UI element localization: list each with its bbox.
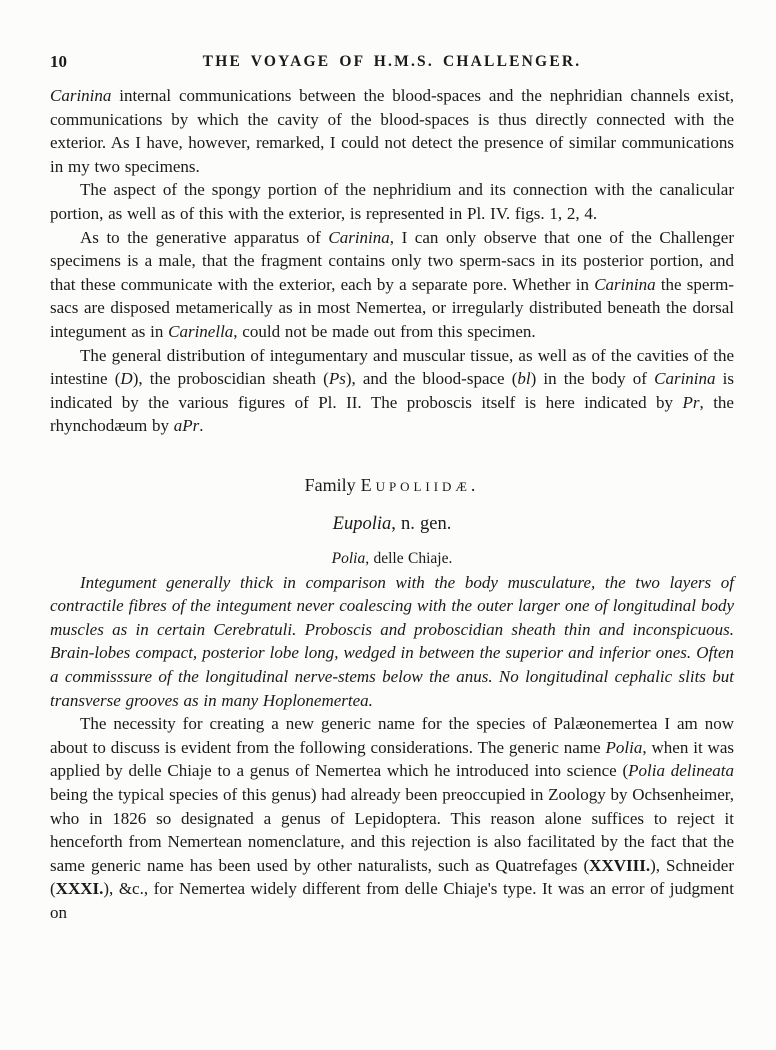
- text-segment-italic: aPr: [173, 416, 200, 436]
- page-body: [50, 84, 734, 925]
- text-segment-smallcaps: Eupoliidæ.: [360, 474, 480, 495]
- text-segment-italic: Polia delineata: [628, 761, 734, 781]
- text-segment-italic: Eupolia: [332, 513, 392, 534]
- paragraph-tissue-distribution: The general distribution of integumentary and muscular tissue, as well as of the cavities of the intestine (D), the proboscidian sheath (Ps), and the blood-space (bl) in the body of Carinina is indicated by the various figures of Pl. II. The proboscis itself is here indicated by Pr, the rhynchodæum by aPr.: [50, 345, 734, 436]
- text-segment-italic: Carinina: [594, 274, 656, 294]
- paragraph-generic-name-necessity: The necessity for creating a new generic name for the species of Palæonemertea I am now about to discuss is evident from the following considerations. The generic name Polia, when it was applied by delle Chiaje to a genus of Nemertea which he introduced into science (Polia delineata being the typical species of this genus) had already been preoccupied in Zoology by Ochsenheimer, who in 1826 so designated a genus of Lepidoptera. This reason alone suffices to reject it henceforth from Nemertean nomenclature, and this rejection is also facilitated by the fact that the same generic name has been used by other naturalists, such as Quatrefages (XXVIII.), Schneider (XXXI.), &c., for Nemertea widely different from delle Chiaje's type. It was an error of judgment on: [50, 714, 734, 922]
- running-title: THE VOYAGE OF H.M.S. CHALLENGER.: [202, 53, 582, 70]
- page-header: [50, 52, 734, 76]
- text-segment-italic: Carinina: [50, 86, 112, 105]
- page-number: 10: [50, 52, 67, 71]
- paragraph-generative-apparatus: As to the generative apparatus of Carinina, I can only observe that one of the Challenger specimens is a male, that the fragment contains only two sperm-sacs in its posterior portion, and that these communicate with the exterior, each by a separate pore. Whether in Carinina the sperm-sacs are disposed metamerically as in most Nemertea, or irregularly distributed beneath the dorsal integument as in Carinella, could not be made out from this specimen.: [50, 227, 734, 341]
- text-segment-italic: Polia: [605, 737, 643, 757]
- paragraph-blood-spaces: Carinina internal communications between the blood-spaces and the nephridian channels exist, communications by which the cavity of the blood-spaces is thus directly connected with the exterior. As I have, however, remarked, I could not detect the presence of similar communications in my two specimens.: [50, 86, 734, 176]
- synonym-line: Polia, delle Chiaje.: [331, 550, 453, 568]
- text-segment-bold: XXVIII.: [589, 855, 651, 875]
- text-segment-bold: XXXI.: [55, 879, 104, 899]
- text-segment-italic: Pr: [682, 392, 700, 412]
- genus-heading: Eupolia, n. gen.: [332, 513, 452, 534]
- text-segment-italic: Polia: [331, 550, 366, 568]
- text-segment-italic: bl: [517, 369, 531, 389]
- text-segment-italic: Ps: [328, 369, 346, 389]
- text-segment-italic: Carinella: [168, 321, 234, 341]
- text-segment-italic: Carinina: [328, 227, 390, 247]
- paragraph-nephridium-aspect: The aspect of the spongy portion of the nephridium and its connection with the canalicular portion, as well as of this with the exterior, is represented in Pl. IV. figs. 1, 2, 4.: [50, 180, 734, 223]
- family-heading: Family Eupoliidæ.: [304, 474, 480, 495]
- text-segment-italic: Carinina: [654, 369, 716, 389]
- text-segment-italic: D: [120, 369, 133, 389]
- diagnosis-paragraph: Integument generally thick in comparison with the body musculature, the two layers of contractile fibres of the integument never coalescing with the outer larger one of longitudinal body muscles as in certain Cerebratuli. Proboscis and proboscidian sheath thin and inconspicuous. Brain-lobes compact, posterior lobe long, wedged in between the superior and inferior ones. Often a commisssure of the longitudinal nerve-stems below the anus. No longitudinal cephalic slits but transverse grooves as in many Hoplonemertea.: [50, 572, 734, 710]
